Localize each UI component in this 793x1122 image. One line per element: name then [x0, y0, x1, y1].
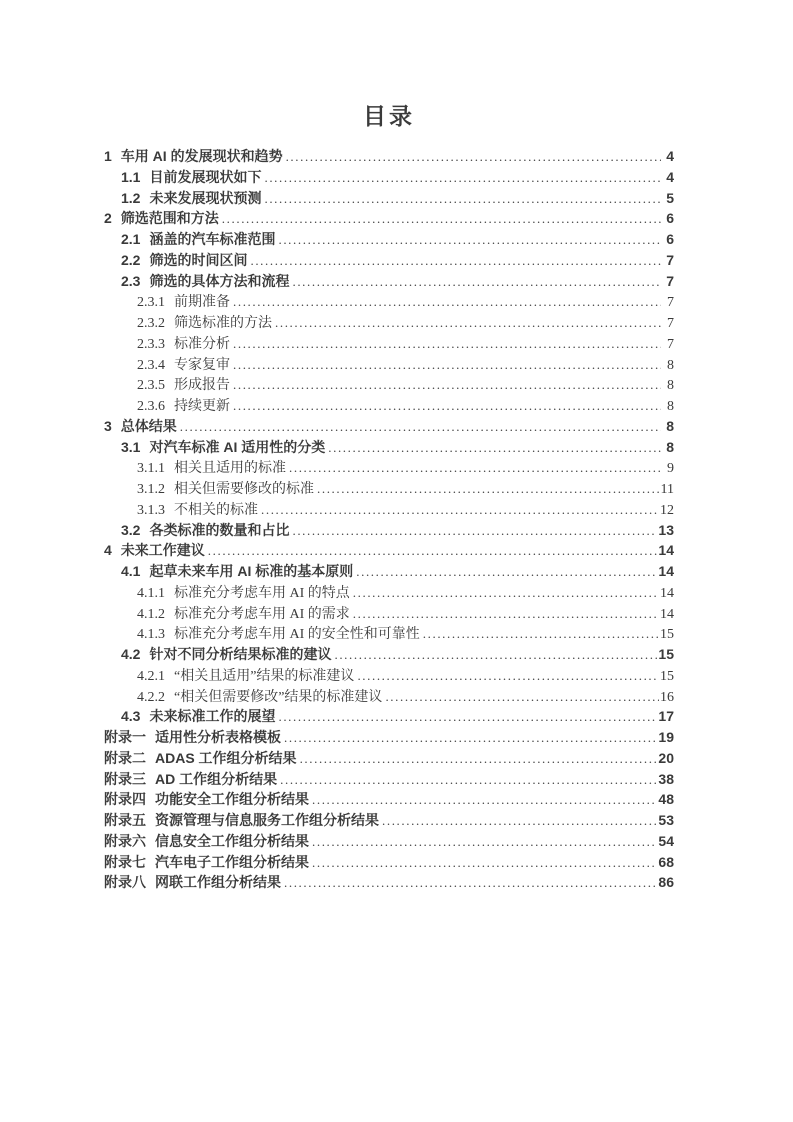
table-of-contents	[104, 146, 674, 893]
leader-dots-icon	[328, 439, 661, 456]
toc-entry-label: 未来发展现状预测	[149, 189, 262, 206]
toc-entry-number: 4.2.1	[137, 668, 165, 684]
toc-entry-number: 2.1	[121, 231, 141, 247]
toc-entry-page: 13	[658, 521, 674, 538]
toc-entry-number: 4.1.3	[137, 627, 165, 643]
toc-entry-number: 4	[104, 542, 112, 559]
toc-entry-page: 68	[658, 853, 674, 870]
toc-entry-label: 针对不同分析结果标准的建议	[149, 646, 332, 662]
leader-dots-icon	[261, 502, 659, 519]
toc-entry-page: 14	[660, 606, 674, 622]
toc-entry-page: 6	[666, 231, 674, 247]
toc-entry-page: 7	[667, 336, 674, 352]
toc-entry-number: 3.1.1	[137, 461, 165, 477]
toc-entry-label: 前期准备	[174, 295, 230, 311]
leader-dots-icon	[312, 854, 657, 871]
toc-entry[interactable]	[104, 872, 674, 893]
toc-entry-label: 相关且适用的标准	[174, 461, 286, 477]
toc-entry-label: “相关且适用”结果的标准建议	[174, 668, 355, 684]
toc-entry-label: 不相关的标准	[174, 502, 258, 518]
toc-entry-page: 17	[658, 708, 674, 725]
leader-dots-icon	[280, 771, 657, 788]
toc-entry[interactable]	[104, 831, 674, 852]
toc-entry-page: 20	[658, 749, 674, 766]
leader-dots-icon	[292, 522, 657, 539]
toc-entry-page: 8	[666, 438, 674, 455]
toc-entry-label: ADAS 工作组分析结果	[155, 749, 297, 766]
toc-entry-number: 附录一	[104, 729, 146, 745]
toc-entry[interactable]	[104, 395, 674, 416]
leader-dots-icon	[334, 646, 657, 663]
toc-entry[interactable]	[104, 540, 674, 561]
toc-entry-label: 网联工作组分析结果	[155, 874, 281, 891]
toc-entry-page: 7	[667, 295, 674, 311]
toc-entry-number: 2.3.1	[137, 295, 165, 311]
toc-entry-number: 4.1.2	[137, 606, 165, 622]
toc-entry-number: 3.1.3	[137, 502, 165, 518]
leader-dots-icon	[353, 585, 659, 602]
toc-entry-page: 14	[658, 542, 674, 559]
leader-dots-icon	[275, 315, 661, 332]
toc-entry-page: 15	[660, 627, 674, 643]
toc-entry-label: 未来工作建议	[120, 542, 205, 559]
leader-dots-icon	[286, 148, 661, 165]
toc-entry[interactable]	[104, 271, 674, 292]
toc-entry-page: 7	[667, 316, 674, 331]
toc-entry[interactable]	[104, 229, 674, 250]
toc-entry[interactable]	[104, 686, 674, 707]
toc-entry-page: 12	[660, 502, 674, 518]
toc-entry-number: 附录二	[104, 749, 146, 766]
toc-title: 目录	[363, 104, 415, 129]
toc-entry-page: 9	[667, 461, 674, 477]
toc-entry-page: 16	[660, 689, 674, 705]
toc-entry-page: 7	[666, 251, 674, 268]
toc-entry-label: 对汽车标准 AI 适用性的分类	[149, 438, 326, 455]
toc-entry-number: 2.2	[121, 251, 141, 268]
toc-entry[interactable]	[104, 188, 674, 209]
toc-entry[interactable]	[104, 333, 674, 354]
toc-entry[interactable]	[104, 146, 674, 167]
toc-entry-number: 4.2	[121, 646, 141, 662]
toc-entry[interactable]	[104, 727, 674, 748]
toc-entry-number: 2.3.4	[137, 357, 165, 373]
leader-dots-icon	[278, 708, 657, 725]
toc-entry-page: 8	[666, 417, 674, 434]
toc-entry-number: 4.3	[121, 708, 141, 725]
toc-entry-label: 未来标准工作的展望	[149, 708, 276, 725]
toc-entry-number: 3.1	[121, 438, 141, 455]
toc-entry-number: 4.1	[121, 563, 141, 579]
toc-entry-label: 功能安全工作组分析结果	[155, 791, 309, 808]
toc-entry[interactable]	[104, 852, 674, 873]
toc-entry-number: 附录七	[104, 853, 146, 870]
toc-entry-label: 适用性分析表格模板	[155, 729, 281, 745]
toc-entry-label: 相关但需要修改的标准	[174, 482, 314, 497]
leader-dots-icon	[385, 689, 659, 706]
leader-dots-icon	[284, 874, 657, 891]
toc-entry-label: 信息安全工作组分析结果	[155, 832, 309, 849]
toc-entry[interactable]	[104, 457, 674, 478]
toc-entry-label: 汽车电子工作组分析结果	[155, 853, 309, 870]
toc-entry-number: 4.1.1	[137, 585, 165, 601]
toc-entry-page: 86	[658, 874, 674, 891]
toc-entry-page: 7	[666, 272, 674, 289]
toc-entry[interactable]	[104, 603, 674, 624]
toc-entry-page: 4	[666, 168, 674, 185]
toc-entry-page: 38	[658, 770, 674, 787]
toc-entry-number: 2.3.5	[137, 378, 165, 394]
toc-entry-page: 14	[660, 585, 674, 601]
toc-entry[interactable]	[104, 374, 674, 395]
toc-entry-label: “相关但需要修改”结果的标准建议	[174, 689, 383, 705]
leader-dots-icon	[284, 729, 657, 746]
toc-entry[interactable]	[104, 810, 674, 831]
toc-entry-number: 2.3.6	[137, 399, 165, 414]
leader-dots-icon	[357, 668, 659, 685]
toc-entry-number: 附录四	[104, 791, 146, 808]
toc-entry-label: 标准分析	[174, 336, 230, 352]
toc-entry-page: 8	[667, 378, 674, 394]
leader-dots-icon	[382, 812, 657, 829]
toc-entry[interactable]	[104, 789, 674, 810]
toc-entry-label: 筛选的时间区间	[149, 251, 248, 268]
leader-dots-icon	[312, 791, 657, 808]
toc-entry-number: 1.1	[121, 168, 141, 185]
toc-entry-label: 筛选标准的方法	[174, 316, 272, 331]
toc-entry-page: 14	[658, 563, 674, 579]
toc-entry-number: 附录八	[104, 874, 146, 891]
toc-entry[interactable]	[104, 665, 674, 686]
leader-dots-icon	[317, 481, 660, 498]
leader-dots-icon	[423, 626, 659, 643]
leader-dots-icon	[289, 460, 661, 477]
toc-entry-number: 附录五	[104, 812, 146, 828]
toc-entry[interactable]	[104, 561, 674, 582]
toc-entry-number: 1.2	[121, 189, 141, 206]
leader-dots-icon	[300, 750, 658, 767]
toc-entry[interactable]	[104, 706, 674, 727]
leader-dots-icon	[278, 231, 661, 248]
toc-entry-label: 持续更新	[174, 399, 230, 414]
toc-entry-label: 涵盖的汽车标准范围	[149, 231, 276, 247]
toc-entry-number: 4.2.2	[137, 689, 165, 705]
toc-entry-number: 1	[104, 148, 112, 164]
leader-dots-icon	[233, 398, 661, 415]
toc-entry-page: 8	[667, 357, 674, 373]
toc-entry-page: 19	[658, 729, 674, 745]
leader-dots-icon	[264, 169, 661, 186]
toc-entry-number: 2.3.3	[137, 336, 165, 352]
toc-entry-page: 15	[660, 668, 674, 684]
toc-entry[interactable]	[104, 582, 674, 603]
toc-entry-number: 2	[104, 210, 112, 227]
toc-entry-number: 3.2	[121, 521, 141, 538]
toc-entry-number: 3	[104, 417, 112, 434]
toc-entry[interactable]	[104, 208, 674, 229]
toc-entry[interactable]	[104, 312, 674, 333]
toc-entry[interactable]	[104, 250, 674, 271]
toc-entry-label: 筛选的具体方法和流程	[149, 272, 290, 289]
toc-entry[interactable]	[104, 291, 674, 312]
toc-entry-label: 各类标准的数量和占比	[149, 521, 290, 538]
leader-dots-icon	[250, 252, 661, 269]
toc-entry[interactable]	[104, 748, 674, 769]
toc-entry-number: 附录六	[104, 832, 146, 849]
toc-entry-page: 15	[658, 646, 674, 662]
toc-entry-label: 专家复审	[174, 357, 230, 373]
toc-entry-label: AD 工作组分析结果	[155, 770, 278, 787]
toc-entry[interactable]	[104, 354, 674, 375]
leader-dots-icon	[233, 294, 661, 311]
toc-entry-label: 目前发展现状如下	[149, 168, 262, 185]
toc-entry-page: 6	[666, 210, 674, 227]
leader-dots-icon	[264, 190, 661, 207]
toc-entry-page: 54	[658, 832, 674, 849]
toc-entry-label: 起草未来车用 AI 标准的基本原则	[149, 563, 354, 579]
toc-entry-label: 标准充分考虑车用 AI 的特点	[174, 585, 350, 601]
toc-entry-page: 5	[666, 189, 674, 206]
toc-entry[interactable]	[104, 437, 674, 458]
toc-entry-page: 4	[666, 148, 674, 164]
toc-entry[interactable]	[104, 644, 674, 665]
leader-dots-icon	[312, 833, 657, 850]
toc-entry-page: 8	[667, 399, 674, 414]
leader-dots-icon	[292, 273, 661, 290]
toc-entry-label: 标准充分考虑车用 AI 的安全性和可靠性	[174, 627, 420, 643]
toc-entry-label: 车用 AI 的发展现状和趋势	[120, 148, 283, 164]
leader-dots-icon	[233, 336, 661, 353]
toc-entry-number: 2.3	[121, 272, 141, 289]
leader-dots-icon	[353, 606, 659, 623]
toc-entry[interactable]	[104, 416, 674, 437]
toc-entry[interactable]	[104, 520, 674, 541]
toc-entry-label: 形成报告	[174, 378, 230, 394]
toc-entry[interactable]	[104, 478, 674, 499]
toc-entry-page: 53	[658, 812, 674, 828]
leader-dots-icon	[233, 377, 661, 394]
toc-entry-page: 48	[658, 791, 674, 808]
toc-entry[interactable]	[104, 167, 674, 188]
leader-dots-icon	[180, 418, 661, 435]
toc-entry-label: 总体结果	[120, 417, 177, 434]
leader-dots-icon	[222, 210, 661, 227]
toc-entry-number: 2.3.2	[137, 316, 165, 331]
toc-entry-label: 资源管理与信息服务工作组分析结果	[155, 812, 379, 828]
toc-entry-page: 11	[660, 482, 674, 497]
toc-entry-number: 3.1.2	[137, 482, 165, 497]
toc-entry[interactable]	[104, 499, 674, 520]
toc-entry-label: 筛选范围和方法	[120, 210, 219, 227]
leader-dots-icon	[233, 357, 661, 374]
toc-entry[interactable]	[104, 769, 674, 790]
leader-dots-icon	[356, 563, 657, 580]
toc-entry-label: 标准充分考虑车用 AI 的需求	[174, 606, 350, 622]
toc-entry[interactable]	[104, 623, 674, 644]
leader-dots-icon	[208, 542, 658, 559]
toc-entry-number: 附录三	[104, 770, 146, 787]
